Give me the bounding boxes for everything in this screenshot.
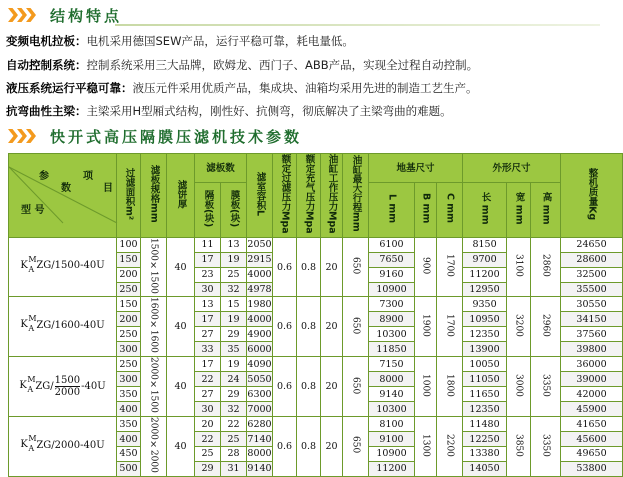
- header-fill-press: 额定充气压力Mpa: [297, 154, 321, 238]
- cyl-stroke-cell: [343, 417, 369, 477]
- foundation-L-cell: 11200: [369, 461, 415, 476]
- membrane-cell: 35: [221, 342, 247, 357]
- foundation-B-cell: [415, 297, 437, 357]
- section-title: 快开式高压隔膜压滤机技术参数: [50, 127, 303, 146]
- feature-line: [6, 58, 596, 73]
- feature-line: [6, 81, 596, 96]
- foundation-L-cell: 7650: [369, 252, 415, 267]
- area-cell: 450: [117, 447, 141, 462]
- area-cell: 500: [117, 461, 141, 476]
- cyl-press-cell: 20: [321, 297, 343, 357]
- header-membrane: 膜板(块): [221, 183, 247, 238]
- mass-cell: 35500: [561, 282, 623, 297]
- mass-cell: 42000: [561, 387, 623, 402]
- foundation-B-value: 1300: [420, 433, 431, 457]
- feature-text: 液压元件采用优质产品，集成块、油箱均采用先进的制造工艺生产。: [132, 81, 478, 95]
- header-plate-size: 滤板规格mm: [141, 154, 167, 238]
- foundation-B-cell: [415, 357, 437, 417]
- membrane-cell: 28: [221, 447, 247, 462]
- header-L: L mm: [369, 183, 415, 238]
- mass-cell: 30550: [561, 297, 623, 312]
- foundation-C-cell: [437, 297, 463, 357]
- area-cell: 250: [117, 327, 141, 342]
- partition-cell: 17: [195, 357, 221, 372]
- mass-cell: 32500: [561, 267, 623, 282]
- header-param-d: 目: [103, 183, 113, 195]
- header-B: B mm: [415, 183, 437, 238]
- model-prefix: K M A: [20, 254, 37, 274]
- membrane-cell: 31: [221, 461, 247, 476]
- mass-cell: 41650: [561, 417, 623, 432]
- mass-cell: 49650: [561, 447, 623, 462]
- outline-len-cell: 12350: [463, 402, 507, 417]
- header-param-b: 数: [61, 183, 71, 195]
- chamber-cell: 9140: [247, 463, 272, 475]
- mass-cell: 34150: [561, 312, 623, 327]
- chamber-cell: 6000: [247, 343, 272, 355]
- partition-cell: 11: [195, 237, 221, 252]
- foundation-L-cell: 8100: [369, 417, 415, 432]
- area-cell: 250: [117, 282, 141, 297]
- foundation-L-cell: 10900: [369, 282, 415, 297]
- area-cell: 300: [117, 372, 141, 387]
- foundation-C-value: 2200: [444, 433, 455, 457]
- outline-len-cell: 13380: [463, 447, 507, 462]
- chamber-cell: 4900: [247, 328, 272, 340]
- partition-cell: 25: [195, 447, 221, 462]
- foundation-L-cell: 7300: [369, 297, 415, 312]
- foundation-C-value: 1700: [444, 254, 455, 278]
- chevron-arrows-icon: [8, 7, 38, 23]
- partition-cell: 23: [195, 267, 221, 282]
- header-outline: 外形尺寸: [463, 154, 561, 183]
- header-param-a: 参: [39, 171, 49, 183]
- section-divider: [115, 24, 600, 26]
- membrane-cell: 29: [221, 327, 247, 342]
- header-filt-press: 额定过滤压力Mpa: [273, 154, 297, 238]
- header-hei: 高 mm: [531, 183, 561, 238]
- partition-cell: 30: [195, 282, 221, 297]
- outline-wid-cell: [507, 357, 531, 417]
- table-row: [9, 237, 623, 252]
- outline-hei-value: 3350: [540, 373, 551, 397]
- area-cell: 200: [117, 312, 141, 327]
- chamber-cell: 7140: [247, 433, 272, 445]
- plate-size-cell: [141, 417, 167, 477]
- area-cell: 250: [117, 357, 141, 372]
- foundation-C-cell: [437, 357, 463, 417]
- plate-size-cell: [141, 237, 167, 297]
- plate-size-cell: [141, 297, 167, 357]
- feature-text: 主梁采用H型厢式结构，刚性好、抗侧弯，彻底解决了主梁弯曲的难题。: [86, 104, 452, 118]
- outline-len-cell: 12250: [463, 432, 507, 447]
- outline-wid-cell: [507, 237, 531, 297]
- mass-cell: 39000: [561, 372, 623, 387]
- header-cyl-stroke: 油缸最大行程mm: [343, 154, 369, 238]
- cyl-press-cell: 20: [321, 237, 343, 297]
- foundation-B-cell: [415, 237, 437, 297]
- foundation-C-cell: [437, 417, 463, 477]
- membrane-cell: 19: [221, 252, 247, 267]
- table-row: [9, 297, 623, 312]
- chamber-cell: 6280: [247, 418, 272, 430]
- area-cell: 100: [117, 237, 141, 252]
- partition-cell: 29: [195, 461, 221, 476]
- feature-text: 控制系统采用三大品牌，欧姆龙、西门子、ABB产品，实现全过程自动控制。: [86, 58, 479, 72]
- outline-len-cell: 11650: [463, 387, 507, 402]
- foundation-C-value: 1700: [444, 313, 455, 337]
- foundation-B-value: 1900: [420, 313, 431, 337]
- plate-size-value: 2000×1500: [148, 357, 159, 414]
- cyl-stroke-value: 650: [350, 376, 361, 394]
- partition-cell: 30: [195, 402, 221, 417]
- header-foundation: 地基尺寸: [369, 154, 463, 183]
- chamber-cell: 2050: [247, 239, 272, 251]
- cake-cell: 40: [167, 237, 195, 297]
- outline-len-cell: 10950: [463, 312, 507, 327]
- foundation-B-value: 900: [420, 256, 431, 275]
- outline-wid-cell: [507, 417, 531, 477]
- plate-size-value: 2000×2000: [148, 417, 159, 473]
- feature-line: [6, 34, 596, 49]
- area-cell: 200: [117, 267, 141, 282]
- foundation-L-cell: 9140: [369, 387, 415, 402]
- outline-hei-cell: [531, 297, 561, 357]
- table-row: [9, 357, 623, 372]
- foundation-C-value: 1800: [444, 373, 455, 397]
- feature-line: [6, 104, 596, 119]
- chamber-cell: 5050: [247, 373, 272, 385]
- header-len: 长 mm: [463, 183, 507, 238]
- outline-len-cell: 10050: [463, 357, 507, 372]
- cyl-press-cell: 20: [321, 357, 343, 417]
- filt-press-cell: 0.6: [273, 417, 297, 477]
- section-header-specs: [8, 125, 302, 147]
- chamber-cell: 7000: [247, 403, 272, 415]
- partition-cell: 17: [195, 252, 221, 267]
- outline-wid-cell: [507, 297, 531, 357]
- outline-len-cell: 11050: [463, 372, 507, 387]
- foundation-L-cell: 9160: [369, 267, 415, 282]
- foundation-L-cell: 8000: [369, 372, 415, 387]
- mass-cell: 39800: [561, 342, 623, 357]
- chevron-arrows-icon: [8, 128, 38, 144]
- cyl-stroke-cell: [343, 357, 369, 417]
- header-cyl-press: 油缸工作压力Mpa: [321, 154, 343, 238]
- model-suffix: ZG/1500-40U: [36, 260, 105, 272]
- partition-cell: 27: [195, 387, 221, 402]
- table-row: [9, 417, 623, 432]
- foundation-L-cell: 11850: [369, 342, 415, 357]
- foundation-L-cell: 7150: [369, 357, 415, 372]
- chamber-cell: 2915: [247, 254, 272, 266]
- chamber-cell: 4978: [247, 284, 272, 295]
- header-cake: 滤饼厚: [167, 154, 195, 238]
- outline-wid-value: 3000: [513, 373, 524, 397]
- outline-len-cell: 11200: [463, 267, 507, 282]
- filt-press-cell: 0.6: [273, 297, 297, 357]
- header-chamber: 滤室容积L: [247, 154, 273, 238]
- feature-label: 自动控制系统：: [6, 58, 87, 72]
- area-cell: 350: [117, 387, 141, 402]
- mass-cell: 45600: [561, 432, 623, 447]
- header-model: 型 号: [21, 205, 45, 217]
- fill-press-cell: 0.8: [297, 297, 321, 357]
- foundation-L-cell: 8900: [369, 312, 415, 327]
- mass-cell: 36000: [561, 357, 623, 372]
- outline-wid-value: 3850: [513, 433, 524, 457]
- section-title: 结构特点: [50, 6, 123, 25]
- filt-press-cell: 0.6: [273, 237, 297, 297]
- foundation-L-cell: 10900: [369, 447, 415, 462]
- fill-press-cell: 0.8: [297, 357, 321, 417]
- outline-len-cell: 14050: [463, 461, 507, 476]
- membrane-cell: 19: [221, 357, 247, 372]
- partition-cell: 20: [195, 417, 221, 432]
- fill-press-cell: 0.8: [297, 237, 321, 297]
- cyl-press-cell: 20: [321, 417, 343, 477]
- foundation-L-cell: 10300: [369, 402, 415, 417]
- foundation-B-cell: [415, 417, 437, 477]
- partition-cell: 17: [195, 312, 221, 327]
- model-cell: [9, 417, 117, 477]
- header-plate-count: 滤板数: [195, 154, 247, 183]
- partition-cell: 22: [195, 432, 221, 447]
- outline-len-cell: 8150: [463, 237, 507, 252]
- membrane-cell: 32: [221, 402, 247, 417]
- mass-cell: 37560: [561, 327, 623, 342]
- model-cell: [9, 237, 117, 297]
- cyl-stroke-value: 650: [350, 256, 361, 275]
- outline-len-cell: 11480: [463, 417, 507, 432]
- mass-cell: 53800: [561, 461, 623, 476]
- outline-hei-cell: [531, 417, 561, 477]
- foundation-C-cell: [437, 237, 463, 297]
- membrane-cell: 24: [221, 372, 247, 387]
- cyl-stroke-cell: [343, 237, 369, 297]
- chamber-cell: 4000: [247, 313, 272, 325]
- outline-hei-value: 2860: [540, 254, 551, 278]
- partition-cell: 13: [195, 297, 221, 312]
- outline-len-cell: 9700: [463, 252, 507, 267]
- foundation-L-cell: 9100: [369, 432, 415, 447]
- model-cell: [9, 357, 117, 417]
- area-cell: 400: [117, 432, 141, 447]
- area-cell: 350: [117, 417, 141, 432]
- mass-cell: 45900: [561, 402, 623, 417]
- outline-wid-value: 3200: [513, 313, 524, 337]
- chamber-cell: 6300: [247, 388, 272, 400]
- cake-cell: 40: [167, 417, 195, 477]
- area-cell: 150: [117, 252, 141, 267]
- partition-cell: 27: [195, 327, 221, 342]
- cyl-stroke-cell: [343, 297, 369, 357]
- outline-wid-value: 3100: [513, 254, 524, 278]
- plate-size-value: 1500×1500: [148, 237, 159, 294]
- feature-text: 电机采用德国SEW产品，运行平稳可靠，耗电量低。: [86, 34, 354, 48]
- model-prefix: K M A: [19, 375, 36, 395]
- model-cell: [9, 297, 117, 357]
- chamber-cell: 4090: [247, 358, 272, 370]
- chamber-cell: 8000: [247, 448, 272, 460]
- foundation-L-cell: 10300: [369, 327, 415, 342]
- header-wid: 宽 mm: [507, 183, 531, 238]
- mass-cell: 28600: [561, 252, 623, 267]
- membrane-cell: 15: [221, 297, 247, 312]
- cyl-stroke-value: 650: [350, 316, 361, 334]
- header-area: 过滤面积m²: [117, 154, 141, 238]
- partition-cell: 33: [195, 342, 221, 357]
- plate-size-cell: [141, 357, 167, 417]
- outline-len-cell: 12350: [463, 327, 507, 342]
- feature-label: 液压系统运行平稳可靠：: [6, 81, 133, 95]
- outline-hei-value: 3350: [540, 433, 551, 457]
- cake-cell: 40: [167, 357, 195, 417]
- spec-table: [8, 153, 623, 477]
- outline-hei-cell: [531, 237, 561, 297]
- outline-hei-cell: [531, 357, 561, 417]
- chamber-cell: 4000: [247, 269, 272, 281]
- header-param-model: [9, 154, 117, 238]
- cake-cell: 40: [167, 297, 195, 357]
- header-partition: 隔板(块): [195, 183, 221, 238]
- membrane-cell: 13: [221, 237, 247, 252]
- feature-label: 变频电机拉板：: [6, 34, 87, 48]
- model-prefix: K M A: [20, 314, 37, 334]
- model-suffix: ZG/1600-40U: [36, 319, 105, 331]
- membrane-cell: 32: [221, 282, 247, 297]
- mass-cell: 24650: [561, 237, 623, 252]
- membrane-cell: 25: [221, 267, 247, 282]
- model-frac-top: 1500: [54, 374, 81, 386]
- membrane-cell: 29: [221, 387, 247, 402]
- outline-len-cell: 9350: [463, 297, 507, 312]
- model-suffix: ZG/: [35, 380, 54, 392]
- model-frac-bot: 2000: [54, 386, 81, 398]
- membrane-cell: 25: [221, 432, 247, 447]
- membrane-cell: 19: [221, 312, 247, 327]
- cyl-stroke-value: 650: [350, 436, 361, 454]
- model-prefix: K M A: [20, 434, 37, 454]
- outline-hei-value: 2960: [540, 313, 551, 337]
- partition-cell: 22: [195, 372, 221, 387]
- header-param-c: 项: [83, 171, 93, 183]
- model-dash: -40U: [81, 380, 106, 392]
- fill-press-cell: 0.8: [297, 417, 321, 477]
- foundation-L-cell: 6100: [369, 237, 415, 252]
- area-cell: 400: [117, 402, 141, 417]
- foundation-B-value: 1000: [420, 373, 431, 397]
- model-suffix: ZG/2000-40U: [36, 439, 105, 451]
- area-cell: 150: [117, 297, 141, 312]
- filt-press-cell: 0.6: [273, 357, 297, 417]
- section-header-structure: [8, 4, 122, 26]
- plate-size-value: 1600×1600: [148, 297, 159, 354]
- feature-label: 抗弯曲性主梁：: [6, 104, 87, 118]
- header-C: C mm: [437, 183, 463, 238]
- chamber-cell: 1980: [247, 298, 272, 310]
- membrane-cell: 22: [221, 417, 247, 432]
- outline-len-cell: 12950: [463, 282, 507, 297]
- area-cell: 300: [117, 342, 141, 357]
- header-mass: 整机质量Kg: [561, 154, 623, 238]
- outline-len-cell: 13900: [463, 342, 507, 357]
